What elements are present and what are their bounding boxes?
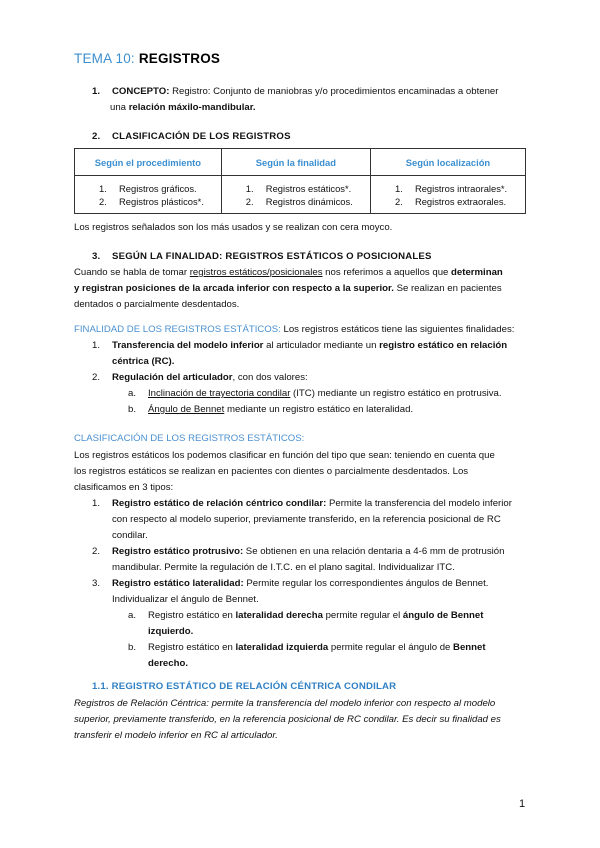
tipo-3-line-2: Individualizar el ángulo de Bennet. [112,594,259,605]
concepto-label: CONCEPTO: [112,86,170,97]
list-num: 1. [394,183,403,194]
table-header-finalidad: Según la finalidad [221,149,370,176]
section3-heading [92,251,432,262]
finalidad-sub-a [128,388,502,399]
tipo-3-sub-b [128,642,486,653]
list-num: 1. [92,498,101,509]
clasificacion-number: 2. [92,131,101,142]
clasificacion-heading [92,131,291,142]
list-item: Registros intraorales*. [414,183,508,194]
finalidad-heading: FINALIDAD DE LOS REGISTROS ESTÁTICOS: [74,324,281,335]
clasificacion-table [74,148,526,214]
section3-line-3: dentados o parcialmente desdentados. [74,299,240,310]
clasif-estaticos-line-2: los registros estáticos se realizan en pacientes con dientes o parcialmente desdentados. Los [74,466,469,477]
table-header-procedimiento: Según el procedimiento [75,149,222,176]
list-num: 2. [92,372,101,383]
sub11-heading: 1.1. REGISTRO ESTÁTICO DE RELACIÓN CÉNTRICA CONDILAR [92,681,397,692]
text: Permite regular los correspondientes ángulos de Bennet. [243,578,489,589]
text-bold: registro estático en relación [379,340,508,351]
text: permite regular el ángulo de [328,642,454,653]
text-bold: Regulación del articulador [112,372,233,383]
section3-number: 3. [92,251,101,262]
text-bold: ángulo de Bennet [402,610,484,621]
text: , con dos valores: [232,372,308,383]
page-number: 1 [519,798,526,810]
table-cell-procedimiento [75,176,222,214]
clasificacion-note: Los registros señalados son los más usados y se realizan con cera moyco. [74,222,393,233]
clasif-estaticos-line-3: clasificamos en 3 tipos: [74,482,174,493]
text: Permite la transferencia del modelo inferior [326,498,512,509]
sub11-line-1: Registros de Relación Céntrica: permite la transferencia del modelo inferior con respecto al modelo [74,698,496,709]
tipo-2-line-2: mandibular. Permite la regulación de I.T.C. en el plano sagital. Individualizar ITC. [112,562,455,573]
finalidad-heading-line [74,324,514,335]
table-cell-localizacion [370,176,525,214]
tipo-3-sub-b-cont: derecho. [148,658,188,669]
text: Registro estático en [148,642,236,653]
concepto-bold: relación máxilo-mandibular. [128,102,256,113]
clasif-estaticos-line-1: Los registros estáticos los podemos clasificar en función del tipo que sean: teniendo en cuenta que [74,450,495,461]
concepto-line-1 [92,86,498,97]
table-cell-finalidad [221,176,370,214]
list-num: 3. [92,578,101,589]
text: (ITC) mediante un registro estático en protrusiva. [290,388,502,399]
section3-line-2 [74,283,502,294]
text: al articulador mediante un [263,340,380,351]
concepto-number: 1. [92,86,101,97]
title-tema: TEMA 10: [74,51,135,66]
text: permite regular el [322,610,403,621]
text: mediante un registro estático en lateralidad. [224,404,414,415]
text: Registro estático en [148,610,236,621]
concepto-line-2 [110,102,256,113]
text-bold: determinan [451,267,503,278]
text: Se realizan en pacientes [393,283,502,294]
list-num: b. [128,404,137,415]
finalidad-sub-b [128,404,413,415]
text-bold: Transferencia del modelo inferior [112,340,264,351]
list-num: b. [128,642,137,653]
text: Se obtienen en una relación dentaria a 4-6 mm de protrusión [243,546,505,557]
text-underlined: Ángulo de Bennet [148,404,225,415]
list-num: a. [128,388,137,399]
text-bold: lateralidad izquierda [235,642,329,653]
text: Cuando se habla de tomar [74,267,190,278]
list-num: 1. [245,183,254,194]
tipo-2 [92,546,504,557]
clasif-estaticos-heading: CLASIFICACIÓN DE LOS REGISTROS ESTÁTICOS: [74,433,305,444]
section3-title: SEGÚN LA FINALIDAD: REGISTROS ESTÁTICOS O POSICIONALES [112,251,432,262]
list-item: Registros plásticos*. [119,196,204,207]
finalidad-item-1-cont: céntrica (RC). [112,356,175,367]
tipo-1 [92,498,512,509]
text-bold: Bennet [453,642,486,653]
tipo-3-sub-a [128,610,483,621]
finalidad-item-2 [92,372,308,383]
tipo-1-line-3: condilar. [112,530,148,541]
tipo-3-sub-a-cont: izquierdo. [148,626,194,637]
list-num: 2. [394,196,403,207]
list-num: 2. [245,196,254,207]
text-underlined: Inclinación de trayectoria condilar [148,388,291,399]
text: nos referimos a aquellos que [322,267,452,278]
list-item: Registros extraorales. [414,196,507,207]
list-num: a. [128,610,137,621]
finalidad-intro: Los registros estáticos tiene las siguientes finalidades: [280,324,515,335]
concepto-text-pre: una [110,102,129,113]
text-bold: Registro estático lateralidad: [112,578,244,589]
text-bold: Registro estático de relación céntrico condilar: [112,498,327,509]
list-num: 1. [99,183,107,194]
text-bold: lateralidad derecha [235,610,323,621]
table-header-localizacion: Según localización [370,149,525,176]
tipo-1-line-2: con respecto al modelo superior, previamente transferido, en la referencia posicional de RC [112,514,501,525]
text-bold: y registran posiciones de la arcada inferior con respecto a la superior. [74,283,394,294]
list-num: 2. [99,196,107,207]
text-bold: Registro estático protrusivo: [112,546,244,557]
sub11-line-3: transferir el modelo inferior en RC al articulador. [74,730,278,741]
list-item: Registros estáticos*. [265,183,352,194]
finalidad-item-1 [92,340,507,351]
section3-line-1 [74,267,503,278]
text-underlined: registros estáticos/posicionales [189,267,323,278]
list-num: 1. [92,340,101,351]
page-title [74,51,220,66]
concepto-text: Registro: Conjunto de maniobras y/o procedimientos encaminadas a obtener [172,86,499,97]
tipo-3 [92,578,488,589]
clasificacion-title: CLASIFICACIÓN DE LOS REGISTROS [112,131,291,142]
list-num: 2. [92,546,101,557]
sub11-line-2: superior, previamente transferido, en la referencia posicional de RC condilar. Es decir su finalidad es [74,714,501,725]
list-item: Registros gráficos. [119,183,197,194]
title-registros: REGISTROS [138,51,221,66]
list-item: Registros dinámicos. [265,196,353,207]
